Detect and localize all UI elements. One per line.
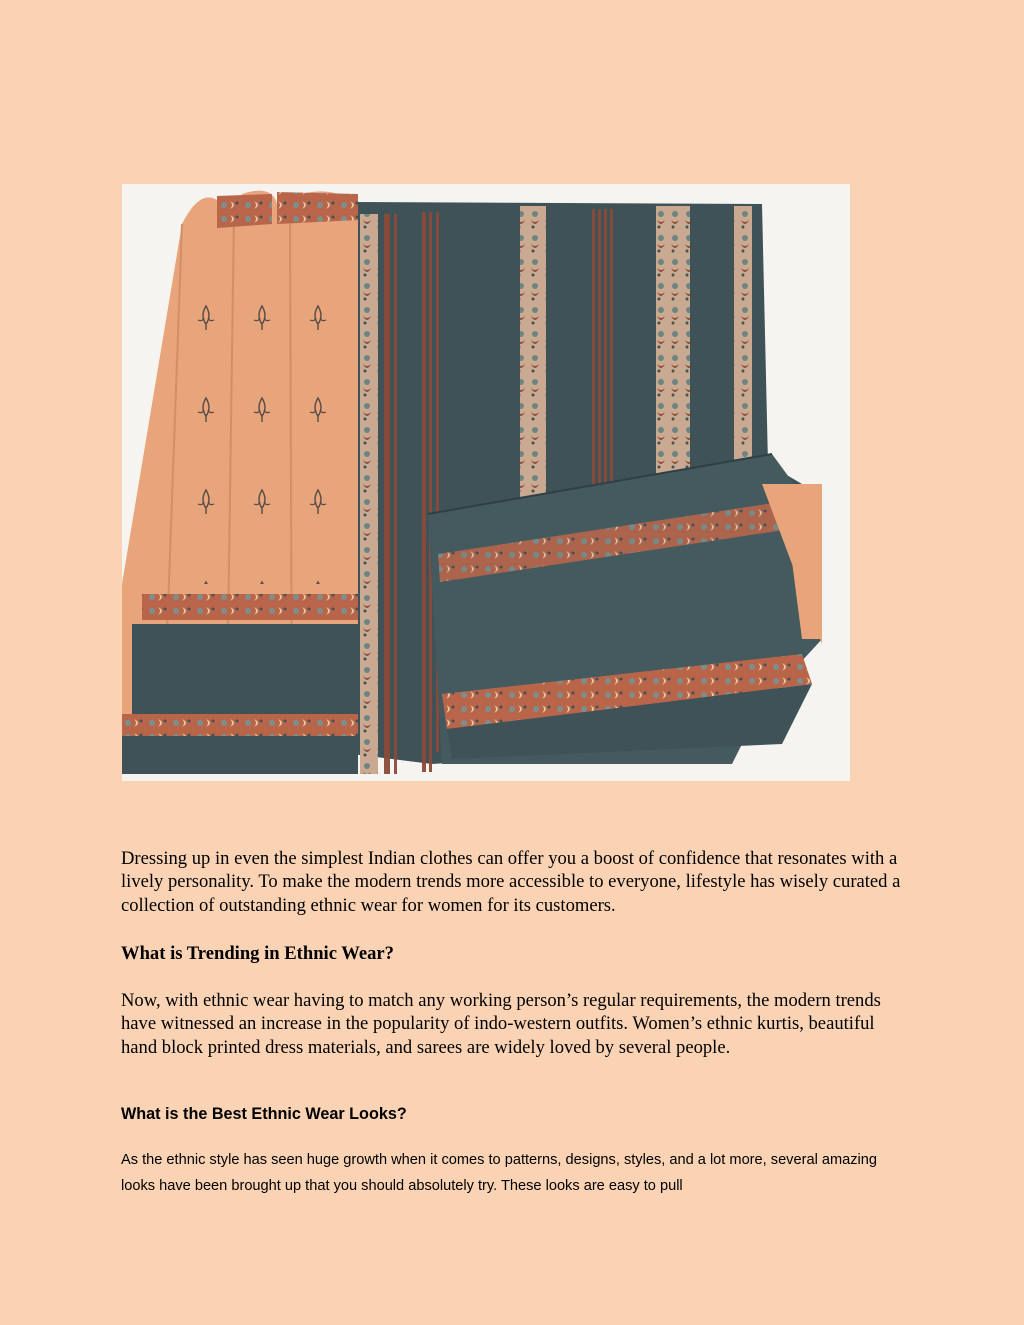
saree-illustration bbox=[122, 184, 850, 781]
trending-paragraph: Now, with ethnic wear having to match any working person’s regular requirements, the modern trends have witnessed an increase in the popularity of indo-western outfits. Women’s ethnic kurtis, beautiful hand block printed dress materials, and sarees are widely loved by several people. bbox=[121, 990, 881, 1058]
section-heading-best-looks: What is the Best Ethnic Wear Looks? bbox=[121, 1105, 407, 1123]
best-looks-paragraph: As the ethnic style has seen huge growth when it comes to patterns, designs, styles, and a lot more, several amazing looks have been brought up that you should absolutely try. These looks are easy to pull bbox=[121, 1152, 878, 1194]
saree-photo bbox=[122, 184, 850, 781]
intro-paragraph: Dressing up in even the simplest Indian clothes can offer you a boost of confidence that resonates with a lively personality. To make the modern trends more accessible to everyone, lifestyle has wisely curated a collection of outstanding ethnic wear for women for its customers. bbox=[121, 848, 901, 916]
section-heading-trending: What is Trending in Ethnic Wear? bbox=[121, 943, 394, 964]
